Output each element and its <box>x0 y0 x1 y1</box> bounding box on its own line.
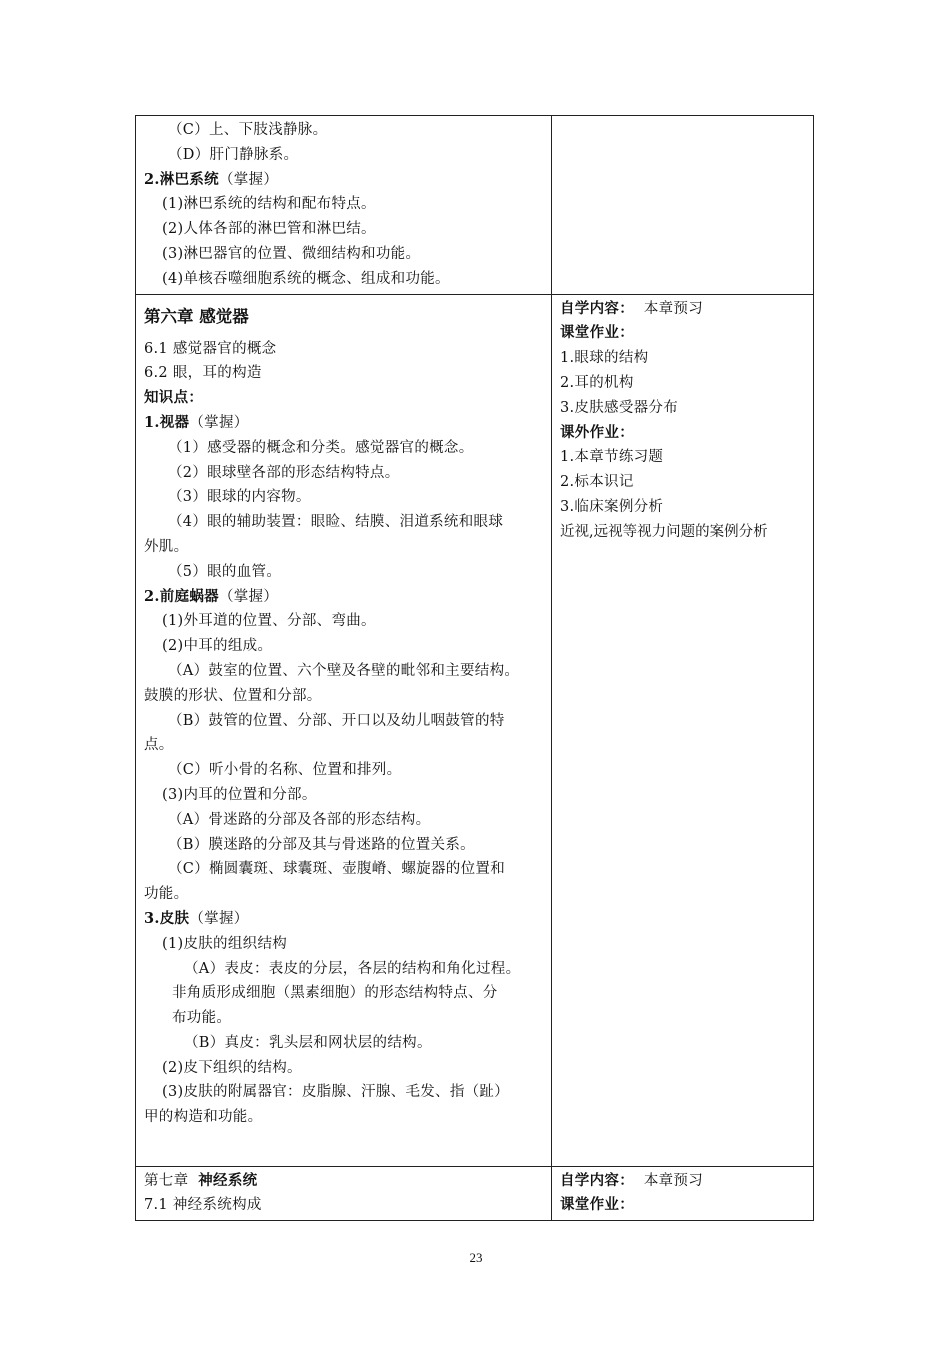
knowledge-label: 知识点： <box>144 389 204 407</box>
list-item: (2)中耳的组成。 <box>162 638 273 655</box>
list-item: （2）眼球壁各部的形态结构特点。 <box>168 464 400 481</box>
self-study-value: 本章预习 <box>643 1172 704 1189</box>
list-item: 2.耳的机构 <box>560 374 634 391</box>
self-study-label: 自学内容： <box>560 1171 634 1189</box>
section-item: 6.2 眼，耳的构造 <box>144 365 262 382</box>
list-item: （C）上、下肢浅静脉。 <box>168 122 328 138</box>
list-item: （D）肝门静脉系。 <box>168 146 299 163</box>
list-item: （B）真皮：乳头层和网状层的结构。 <box>184 1034 432 1051</box>
section-heading <box>144 411 545 436</box>
content-cell <box>136 1166 552 1221</box>
heading-note: （掌握） <box>189 910 249 927</box>
list-item: （B）膜迷路的分部及其与骨迷路的位置关系。 <box>168 836 475 853</box>
list-item: （C）听小骨的名称、位置和排列。 <box>168 762 402 779</box>
chapter-title: 第六章 感觉器 <box>144 306 249 326</box>
page-number: 23 <box>469 1250 483 1265</box>
list-item: （A）骨迷路的分部及各部的形态结构。 <box>168 811 431 828</box>
assignment-cell <box>552 294 814 1166</box>
list-item-continuation: 非角质形成细胞（黑素细胞）的形态结构特点、分 <box>172 985 498 1002</box>
section-heading <box>144 585 545 610</box>
table-row <box>136 1166 814 1221</box>
list-item: (1)外耳道的位置、分部、弯曲。 <box>162 613 376 630</box>
chapter-prefix: 第七章 <box>144 1172 189 1189</box>
syllabus-table <box>135 115 814 1221</box>
content-cell <box>136 294 552 1166</box>
list-item-continuation: 外肌。 <box>144 538 189 555</box>
list-item: (2)人体各部的淋巴管和淋巴结。 <box>162 221 376 238</box>
list-item: (1)淋巴系统的结构和配布特点。 <box>162 196 376 213</box>
self-study-label: 自学内容： <box>560 299 634 317</box>
heading-text: 3.皮肤 <box>144 909 190 927</box>
assignment-cell <box>552 116 814 295</box>
list-item: （C）椭圆囊斑、球囊斑、壶腹嵴、螺旋器的位置和 <box>168 861 505 878</box>
heading-text: 1.视器 <box>144 413 190 431</box>
list-item: （3）眼球的内容物。 <box>168 489 311 506</box>
list-item-continuation: 功能。 <box>144 886 189 903</box>
heading-text: 2.淋巴系统 <box>144 170 219 188</box>
section-item: 7.1 神经系统构成 <box>144 1197 262 1214</box>
assignment-cell <box>552 1166 814 1221</box>
list-item: （4）眼的辅助装置：眼睑、结膜、泪道系统和眼球 <box>168 514 504 531</box>
chapter-name: 神经系统 <box>198 1171 258 1189</box>
self-study-line <box>560 1169 807 1194</box>
list-item-continuation: 布功能。 <box>172 1010 232 1027</box>
self-study-value: 本章预习 <box>643 300 704 317</box>
content-cell <box>136 116 552 295</box>
list-item: (3)内耳的位置和分部。 <box>162 786 317 803</box>
self-study-line <box>560 297 807 322</box>
list-item: 近视,远视等视力问题的案例分析 <box>560 523 768 540</box>
chapter-title <box>144 1169 545 1194</box>
table-row <box>136 116 814 295</box>
list-item: （5）眼的血管。 <box>168 563 282 580</box>
heading-text: 2.前庭蜗器 <box>144 587 219 605</box>
list-item: (4)单核吞噬细胞系统的概念、组成和功能。 <box>162 270 450 287</box>
list-item-continuation: 鼓膜的形状、位置和分部。 <box>144 687 322 704</box>
list-item: （A）表皮：表皮的分层，各层的结构和角化过程。 <box>184 960 521 977</box>
list-item: (2)皮下组织的结构。 <box>162 1059 302 1076</box>
heading-note: （掌握） <box>218 171 279 188</box>
list-item-continuation: 点。 <box>144 737 174 754</box>
heading-note: （掌握） <box>218 588 279 605</box>
list-item: (3)皮肤的附属器官：皮脂腺、汗腺、毛发、指（趾） <box>162 1084 510 1101</box>
list-item: (1)皮肤的组织结构 <box>162 935 288 952</box>
homework-label: 课外作业： <box>560 423 634 441</box>
list-item: （1）感受器的概念和分类。感觉器官的概念。 <box>168 439 474 456</box>
list-item: 1.眼球的结构 <box>560 350 649 367</box>
list-item: 3.临床案例分析 <box>560 498 664 515</box>
list-item: （A）鼓室的位置、六个壁及各壁的毗邻和主要结构。 <box>168 662 520 679</box>
list-item: 2.标本识记 <box>560 474 634 491</box>
list-item: 1.本章节练习题 <box>560 449 664 466</box>
list-item: （B）鼓管的位置、分部、开口以及幼儿咽鼓管的特 <box>168 712 505 729</box>
section-item: 6.1 感觉器官的概念 <box>144 340 277 357</box>
list-item-continuation: 甲的构造和功能。 <box>144 1109 263 1126</box>
table-row <box>136 294 814 1166</box>
list-item: 3.皮肤感受器分布 <box>560 399 679 416</box>
classwork-label: 课堂作业： <box>560 1196 634 1214</box>
classwork-label: 课堂作业： <box>560 324 634 342</box>
list-item: (3)淋巴器官的位置、微细结构和功能。 <box>162 245 421 262</box>
section-heading <box>144 168 545 193</box>
heading-note: （掌握） <box>189 414 249 431</box>
section-heading <box>144 907 545 932</box>
